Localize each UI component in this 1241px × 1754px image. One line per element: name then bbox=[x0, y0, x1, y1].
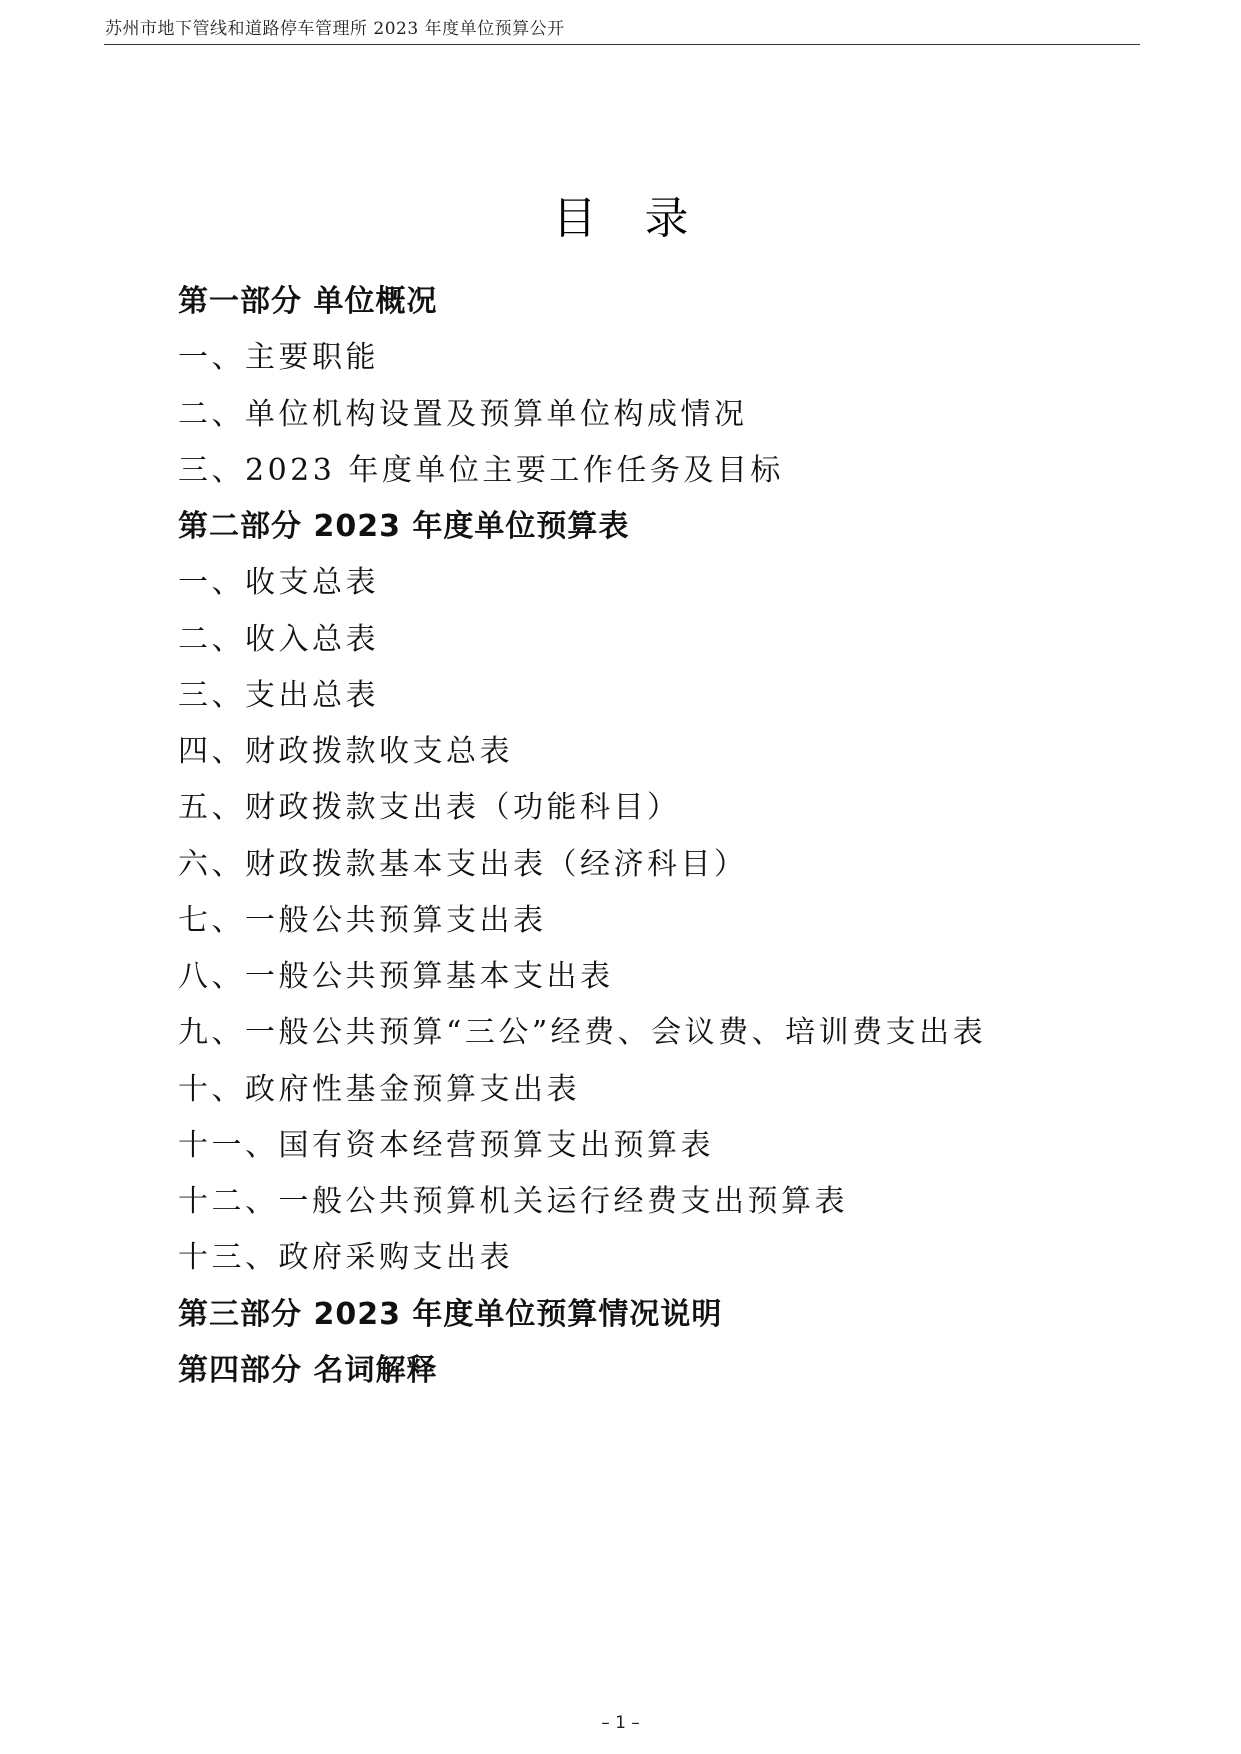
toc-part-heading: 第二部分 2023 年度单位预算表 bbox=[178, 509, 630, 544]
toc-entry: 九、一般公共预算“三公”经费、会议费、培训费支出表 bbox=[178, 1015, 987, 1051]
toc-entry: 三、支出总表 bbox=[178, 677, 379, 713]
toc-part-heading: 第四部分 名词解释 bbox=[178, 1352, 438, 1388]
toc-part-heading: 第三部分 2023 年度单位预算情况说明 bbox=[178, 1296, 723, 1332]
toc-entry: 十、政府性基金预算支出表 bbox=[178, 1071, 580, 1107]
table-of-contents bbox=[178, 274, 986, 1399]
toc-part-heading: 第一部分 单位概况 bbox=[178, 284, 438, 319]
running-header: 苏州市地下管线和道路停车管理所 2023 年度单位预算公开 bbox=[105, 19, 565, 39]
page-title: 目录 bbox=[552, 193, 737, 244]
toc-entry: 一、主要职能 bbox=[178, 340, 379, 376]
toc-entry: 四、财政拨款收支总表 bbox=[178, 734, 513, 769]
toc-entry: 十一、国有资本经营预算支出预算表 bbox=[178, 1127, 714, 1163]
toc-entry: 五、财政拨款支出表（功能科目） bbox=[178, 790, 681, 826]
toc-entry: 十二、一般公共预算机关运行经费支出预算表 bbox=[178, 1184, 848, 1219]
page-number: – 1 – bbox=[601, 1713, 640, 1733]
header-divider bbox=[104, 44, 1140, 45]
toc-entry: 二、收入总表 bbox=[178, 621, 379, 657]
toc-entry: 一、收支总表 bbox=[178, 565, 379, 601]
toc-entry: 十三、政府采购支出表 bbox=[178, 1240, 513, 1276]
toc-entry: 八、一般公共预算基本支出表 bbox=[178, 959, 614, 994]
toc-entry: 六、财政拨款基本支出表（经济科目） bbox=[178, 846, 748, 882]
toc-entry: 七、一般公共预算支出表 bbox=[178, 902, 547, 938]
toc-entry: 三、2023 年度单位主要工作任务及目标 bbox=[178, 452, 784, 488]
toc-entry: 二、单位机构设置及预算单位构成情况 bbox=[178, 396, 748, 432]
